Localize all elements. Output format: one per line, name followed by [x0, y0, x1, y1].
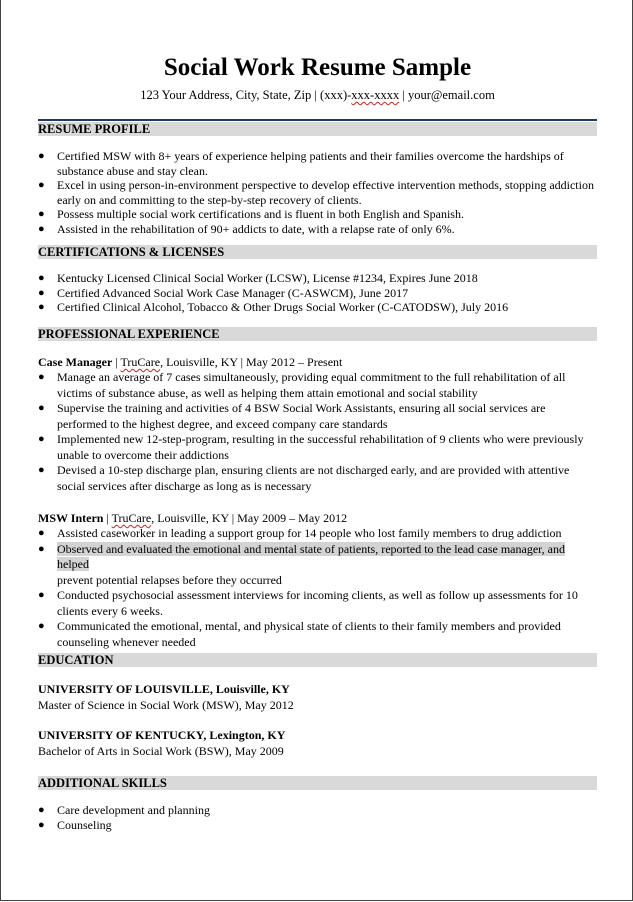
education-entry [38, 727, 597, 759]
list-item: ● Communicated the emotional, mental, and physical state of clients to their family members and provided counseling whenever needed [38, 619, 561, 649]
contact-text: 123 Your Address, City, State, Zip | (xxx)- [140, 88, 352, 102]
bullet-icon: ● [38, 542, 45, 555]
job-title-line: Case Manager | TruCare, Louisville, KY | May 2012 – Present [38, 355, 343, 369]
list-item: ● Assisted caseworker in leading a support group for 14 people who lost family members to drug addiction [38, 526, 562, 540]
company-name: TruCare [120, 355, 161, 369]
section-heading-education: EDUCATION [38, 653, 597, 667]
list-item: ● Implemented new 12-step-program, resulting in the successful rehabilitation of 9 clients who were previously unable to overcome their addictions [38, 432, 584, 462]
list-item: ● Kentucky Licensed Clinical Social Worker (LCSW), License #1234, Expires June 2018 [38, 271, 478, 285]
skills-list [38, 803, 597, 832]
list-item-highlighted: ● Observed and evaluated the emotional and mental state of patients, reported to the lead case manager, and helped prevent potential relapses before they occurred [38, 541, 565, 587]
job-title-line: MSW Intern | TruCare, Louisville, KY | May 2009 – May 2012 [38, 511, 348, 525]
bullet-icon: ● [38, 222, 45, 235]
bullet-icon: ● [38, 208, 45, 220]
list-item: ● Certified MSW with 8+ years of experience helping patients and their families overcome the hardships of substance abuse and stay clean. [38, 149, 564, 178]
list-item: ● Certified Clinical Alcohol, Tobacco & Other Drugs Social Worker (C-CATODSW), July 2016 [38, 300, 509, 314]
list-item: ● Devised a 10-step discharge plan, ensuring clients are not discharged early, and are provided with attentive social services after discharge as long as is necessary [38, 463, 570, 493]
bullet-icon: ● [38, 301, 45, 313]
contact-line [38, 87, 597, 103]
bullet-icon: ● [38, 620, 45, 632]
list-item: ● Excel in using person-in-environment perspective to develop effective intervention methods, stopping addiction early on and committing to the step-by-step recovery of clients. [38, 178, 594, 207]
bullet-icon: ● [38, 272, 45, 284]
company-name: TruCare [111, 511, 152, 525]
resume-title: Social Work Resume Sample [163, 54, 472, 81]
bullet-icon: ● [38, 589, 45, 601]
bullet-icon: ● [38, 818, 45, 831]
degree: Bachelor of Arts in Social Work (BSW), May 2009 [38, 744, 284, 758]
bullet-icon: ● [38, 150, 45, 162]
bullet-icon: ● [38, 433, 45, 445]
bullet-icon: ● [38, 286, 45, 299]
job-entry-msw-intern [38, 511, 597, 650]
job-entry-case-manager [38, 355, 597, 494]
certifications-list [38, 271, 597, 315]
header-rule [38, 119, 597, 121]
list-item: ● Possess multiple social work certifications and is fluent in both English and Spanish. [38, 207, 464, 221]
bullet-icon: ● [38, 804, 45, 816]
bullet-icon: ● [38, 371, 45, 383]
section-heading-experience: PROFESSIONAL EXPERIENCE [38, 327, 597, 341]
bullet-icon: ● [38, 464, 45, 476]
school-name: UNIVERSITY OF KENTUCKY, Lexington, KY [38, 728, 286, 742]
education-entry [38, 681, 597, 713]
highlighted-text: Observed and evaluated the emotional and mental state of patients, reported to the lead case manager, and helped [57, 541, 565, 571]
contact-phone-squiggle: xxx-xxxx [351, 88, 400, 102]
section-heading-certifications: CERTIFICATIONS & LICENSES [38, 245, 597, 259]
degree: Master of Science in Social Work (MSW), May 2012 [38, 698, 294, 712]
list-item: ● Care development and planning [38, 803, 210, 817]
list-item: ● Supervise the training and activities of 4 BSW Social Work Assistants, ensuring all social services are performed to the highest degree, and exceed company care standards [38, 401, 546, 431]
list-item: ● Counseling [38, 817, 112, 832]
section-heading-profile: RESUME PROFILE [38, 122, 597, 136]
bullet-icon: ● [38, 179, 45, 191]
list-item: ● Manage an average of 7 cases simultaneously, providing equal commitment to the full rehabilitation of all victims of substance abuse, as well as helping them attain emotional and social stability [38, 370, 566, 400]
list-item: ● Certified Advanced Social Work Case Manager (C-ASWCM), June 2017 [38, 285, 409, 300]
job2-duties [38, 526, 597, 650]
school-name: UNIVERSITY OF LOUISVILLE, Louisville, KY [38, 682, 290, 696]
section-heading-skills: ADDITIONAL SKILLS [38, 776, 597, 790]
profile-list [38, 149, 597, 236]
contact-email: | your@email.com [399, 88, 495, 102]
job1-duties [38, 370, 597, 494]
list-item: ● Assisted in the rehabilitation of 90+ addicts to date, with a relapse rate of only 6%. [38, 221, 455, 236]
bullet-icon: ● [38, 402, 45, 414]
list-item: ● Conducted psychosocial assessment interviews for incoming clients, as well as follow up assessments for 10 clients every 6 weeks. [38, 588, 578, 618]
bullet-icon: ● [38, 527, 45, 539]
